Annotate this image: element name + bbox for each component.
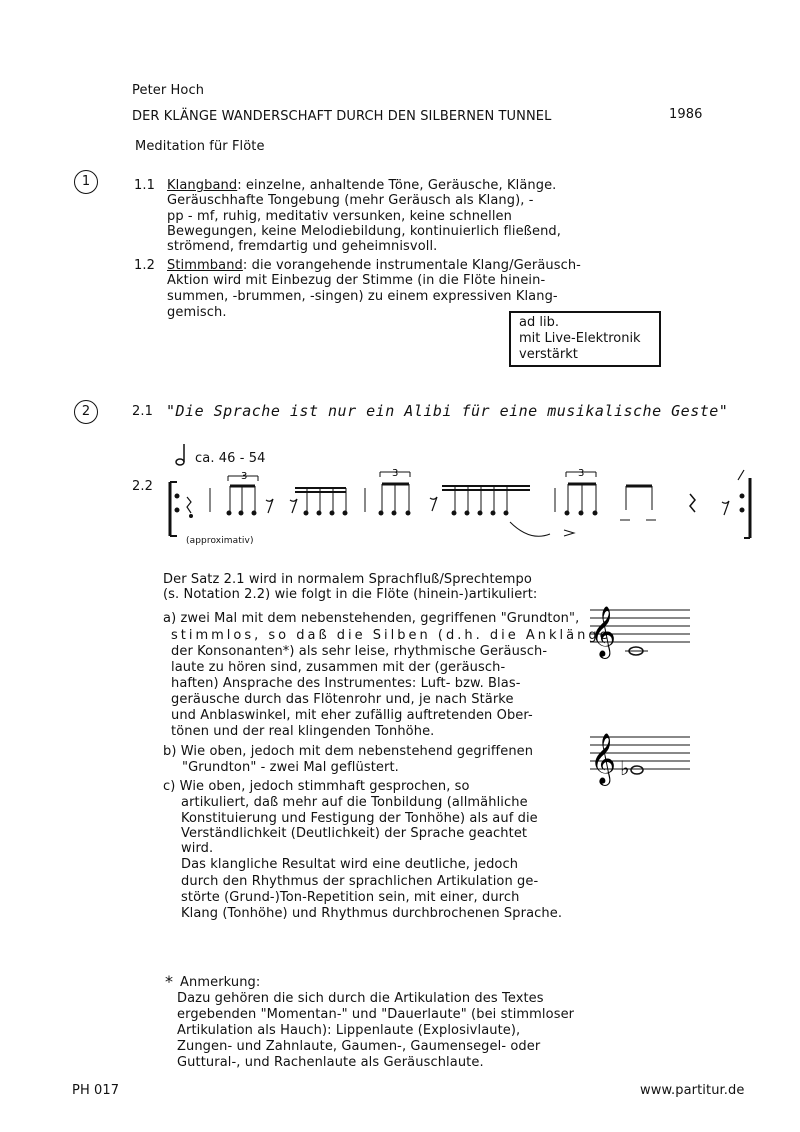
sixteenth-group-1 (290, 488, 348, 516)
section-2-number: 2 (74, 400, 98, 424)
footnote-line-5: Zungen- und Zahnlaute, Gaumen-, Gaumensegel- oder (177, 1039, 541, 1054)
c-line-9: Klang (Tonhöhe) und Rhythmus durchbrochenen Sprache. (181, 906, 563, 921)
c-line-2: artikuliert, daß mehr auf die Tonbildung (allmähliche (181, 795, 528, 810)
a-line-5: haften) Ansprache des Instrumentes: Luft- bzw. Blas- (171, 676, 521, 691)
a-line-3: der Konsonanten*) als sehr leise, rhythmische Geräusch- (171, 644, 548, 659)
tempo-marking: ca. 46 - 54 (195, 451, 266, 466)
item-1-1-line-5: strömend, fremdartig und geheimnisvoll. (167, 239, 438, 254)
eighth-rest-icon-2 (722, 501, 729, 515)
item-1-2-line-3: summen, -brummen, -singen) zu einem expressiven Klang- (167, 289, 558, 304)
flat-icon: ♭ (620, 756, 630, 780)
c-line-4: Verständlichkeit (Deutlichkeit) der Sprache geachtet (181, 826, 528, 841)
item-1-1-line-4: Bewegungen, keine Melodiebildung, kontinuierlich fließend, (167, 224, 561, 239)
subtitle: Meditation für Flöte (135, 139, 265, 154)
repeat-end-icon (738, 470, 750, 538)
footnote-line-1: Anmerkung: (180, 975, 261, 990)
item-1-2-line-2: Aktion wird mit Einbezug der Stimme (in die Flöte hinein- (167, 273, 546, 288)
eighth-rest-icon (266, 499, 273, 513)
rhythm-notation (160, 440, 760, 550)
sprache-quote: "Die Sprache ist nur ein Alibi für eine musikalische Geste" (166, 402, 729, 420)
footnote-line-6: Guttural-, und Rachenlaute als Geräuschlaute. (177, 1055, 484, 1070)
c-line-7: durch den Rhythmus der sprachlichen Artikulation ge- (181, 874, 539, 889)
quarter-rest-icon (690, 494, 695, 512)
item-1-1-line-3: pp - mf, ruhig, meditativ versunken, keine schnellen (167, 209, 512, 224)
footer-code: PH 017 (72, 1083, 120, 1098)
triplet-number-2: 3 (392, 468, 399, 479)
a-line-6: geräusche durch das Flötenrohr und, je nach Stärke (171, 692, 514, 707)
intro-line-1: Der Satz 2.1 wird in normalem Sprachfluß/Sprechtempo (163, 572, 532, 587)
footnote-asterisk: * (165, 972, 174, 991)
triplet-number-3: 3 (578, 468, 585, 479)
a-line-2: stimmlos, so daß die Silben (d.h. die Anklänge (171, 628, 611, 643)
item-2-1-number: 2.1 (132, 404, 153, 419)
repeat-start-icon (170, 482, 180, 536)
treble-clef-icon-a: 𝄞 (590, 606, 617, 657)
staff-a (590, 600, 700, 660)
footnote-line-3: ergebenden "Momentan-" und "Dauerlaute" (bei stimmloser (177, 1007, 575, 1022)
triplet-group-3 (564, 468, 598, 536)
triplet-number-1: 3 (241, 471, 248, 482)
c-line-1: c) Wie oben, jedoch stimmhaft gesprochen, so (163, 779, 470, 794)
klangband-term: Klangband (167, 178, 238, 193)
c-line-5: wird. (181, 841, 214, 856)
box-line-3: verstärkt (519, 347, 578, 362)
item-1-1-line-2: Geräuschhafte Tongebung (mehr Geräusch als Klang), - (167, 193, 534, 208)
item-1-1-line-1: Klangband: einzelne, anhaltende Töne, Geräusche, Klänge. (167, 178, 557, 193)
c-line-6: Das klangliche Resultat wird eine deutliche, jedoch (181, 857, 519, 872)
half-note-tempo-icon (176, 444, 184, 465)
work-title: DER KLÄNGE WANDERSCHAFT DURCH DEN SILBERNEN TUNNEL (132, 109, 552, 124)
approximativ-label: (approximativ) (186, 536, 254, 546)
year: 1986 (669, 107, 703, 122)
treble-clef-icon-b: 𝄞 (590, 733, 617, 784)
footnote-line-4: Artikulation als Hauch): Lippenlaute (Explosivlaute), (177, 1023, 521, 1038)
box-line-2: mit Live-Elektronik (519, 331, 641, 346)
a-line-1: a) zwei Mal mit dem nebenstehenden, gegriffenen "Grundton", (163, 611, 580, 626)
b-line-1: b) Wie oben, jedoch mit dem nebenstehend gegriffenen (163, 744, 534, 759)
c-line-8: störte (Grund-)Ton-Repetition sein, mit einer, durch (181, 890, 520, 905)
eighth-pair (620, 486, 656, 520)
live-electronics-box (509, 311, 661, 367)
item-1-2-line-1: Stimmband: die vorangehende instrumentale Klang/Geräusch- (167, 258, 581, 273)
sixteenth-group-2 (430, 486, 550, 536)
section-1-number: 1 (74, 170, 98, 194)
intro-line-2: (s. Notation 2.2) wie folgt in die Flöte (hinein-)artikuliert: (163, 587, 538, 602)
item-1-2-line-4: gemisch. (167, 305, 227, 320)
item-2-2-number: 2.2 (132, 479, 153, 494)
item-1-2-number: 1.2 (134, 258, 155, 273)
footnote-line-2: Dazu gehören die sich durch die Artikulation des Textes (177, 991, 544, 1006)
a-line-7: und Anblaswinkel, mit eher zufällig auftretenden Ober- (171, 708, 533, 723)
a-line-4: laute zu hören sind, zusammen mit der (geräusch- (171, 660, 506, 675)
stimmband-term: Stimmband (167, 258, 243, 273)
c-line-3: Konstituierung und Festigung der Tonhöhe) als auf die (181, 811, 538, 826)
box-line-1: ad lib. (519, 315, 559, 330)
whole-note-b-icon (631, 766, 643, 774)
footer-url[interactable]: www.partitur.de (640, 1083, 745, 1098)
author: Peter Hoch (132, 83, 205, 98)
rest-icon (187, 497, 193, 518)
staff-b (590, 727, 700, 787)
b-line-2: "Grundton" - zwei Mal geflüstert. (182, 760, 399, 775)
a-line-8: tönen und der real klingenden Tonhöhe. (171, 724, 435, 739)
item-1-1-number: 1.1 (134, 178, 155, 193)
triplet-group-1 (227, 471, 259, 516)
triplet-group-2 (379, 468, 411, 516)
